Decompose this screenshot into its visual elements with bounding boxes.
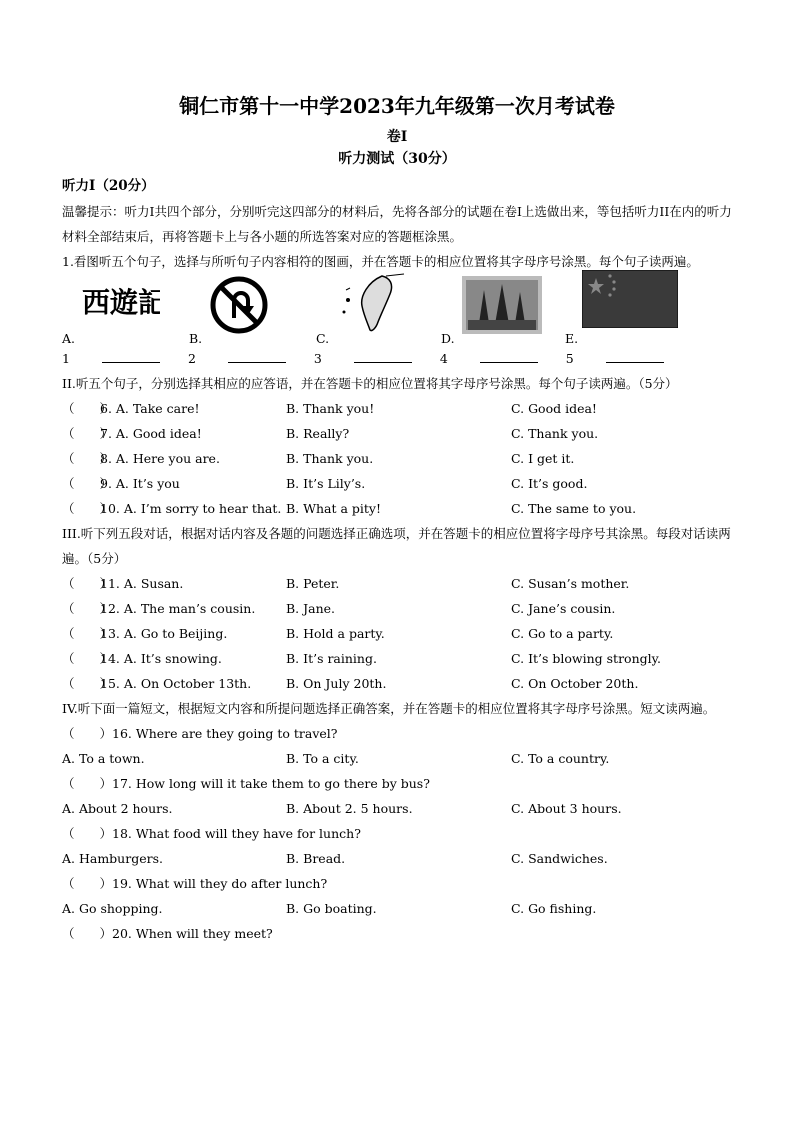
picture-b-label: B. [189,331,203,346]
option-a: A. Hamburgers. [62,851,163,866]
answer-paren[interactable]: （ ） [62,676,113,691]
option-c: C. It’s good. [511,476,588,491]
answer-paren[interactable]: （ ） [62,626,113,641]
option-c: C. To a country. [511,751,610,766]
volume-label: 卷I [386,129,408,145]
option-b: B. Really? [286,426,350,441]
option-a: 14. A. It’s snowing. [100,651,222,666]
section-title: 听力测试（30分） [338,151,456,167]
question-row [62,671,732,696]
blank-number: 3 [313,351,322,366]
part2-instruction: II.听五个句子，分别选择其相应的应答语，并在答题卡的相应位置将其字母序号涂黑。每个句子读两遍。（5分） [62,376,678,391]
blank-item[interactable] [188,346,286,371]
options-row [62,846,732,871]
option-c: C. About 3 hours. [511,801,622,816]
answer-paren[interactable]: （ ） [62,651,113,666]
option-a: 12. A. The man’s cousin. [100,601,256,616]
option-a: 11. A. Susan. [100,576,184,591]
picture-c-label: C. [316,331,330,346]
answer-paren[interactable]: （ ） [62,476,113,491]
option-b: B. Go boating. [286,901,377,916]
question-stem [62,871,732,896]
answer-paren[interactable]: （ ） [62,601,113,616]
question-text: （ ）18. What food will they have for lunch? [62,826,361,841]
question-text: （ ）17. How long will it take them to go there by bus? [62,776,430,791]
option-a: A. Go shopping. [62,901,163,916]
option-c: C. The same to you. [511,501,637,516]
option-a: 8. A. Here you are. [100,451,220,466]
option-c: C. On October 20th. [511,676,639,691]
option-c: C. Susan’s mother. [511,576,630,591]
option-c: C. Thank you. [511,426,599,441]
calligraphy-text: 西遊記 [82,286,160,319]
option-c: C. It’s blowing strongly. [511,651,661,666]
journey-to-the-west-calligraphy-icon [80,278,160,330]
option-b: B. Thank you! [286,401,375,416]
question-row [62,421,732,446]
blank-number: 5 [565,351,574,366]
part1-heading: 听力I（20分） [62,178,155,194]
question-stem [62,721,732,746]
option-b: B. It’s Lily’s. [286,476,366,491]
question-row [62,646,732,671]
no-u-turn-sign-icon [210,276,268,342]
option-b: B. Jane. [286,601,336,616]
question-text: （ ）20. When will they meet? [62,926,273,941]
question-row [62,396,732,421]
blank-number: 1 [62,351,70,366]
option-b: B. It’s raining. [286,651,377,666]
option-a: A. About 2 hours. [62,801,173,816]
blank-item[interactable] [62,346,160,371]
part1-tip: 温馨提示：听力I共四个部分，分别听完这四部分的材料后，先将各部分的试题在卷I上选做出来，等包括听力II在内的听力材料全部结束后，再将答题卡上与各小题的所选答案对应的答题框涂黑。 [62,204,732,244]
part1-instruction: 1.看图听五个句子，选择与所听句子内容相符的图画，并在答题卡的相应位置将其字母序号涂黑。每个句子读两遍。 [62,254,699,269]
part3-instruction: III.听下列五段对话，根据对话内容及各题的问题选择正确选项，并在答题卡的相应位置将字母序号其涂黑。每段对话读两遍。（5分） [62,526,731,566]
question-text: （ ）19. What will they do after lunch? [62,876,328,891]
answer-paren[interactable]: （ ） [62,401,113,416]
part3-questions [62,571,732,696]
option-c: C. Jane’s cousin. [511,601,616,616]
question-row [62,621,732,646]
picture-e-label: E. [565,331,579,346]
question-row [62,471,732,496]
option-a: A. To a town. [62,751,145,766]
option-c: C. Go to a party. [511,626,614,641]
picture-answer-blanks [62,346,732,371]
option-b: B. Peter. [286,576,340,591]
part2-questions [62,396,732,521]
option-a: 7. A. Good idea! [100,426,202,441]
question-row [62,496,732,521]
option-a: 13. A. Go to Beijing. [100,626,228,641]
flag-icon [582,270,678,336]
question-stem [62,821,732,846]
question-row [62,596,732,621]
option-a: 15. A. On October 13th. [100,676,252,691]
option-b: B. Thank you. [286,451,374,466]
taiwan-map-icon [338,272,410,344]
blank-item[interactable] [566,346,664,371]
option-b: B. To a city. [286,751,359,766]
answer-paren[interactable]: （ ） [62,451,113,466]
answer-paren[interactable]: （ ） [62,576,113,591]
option-a: 9. A. It’s you [100,476,180,491]
question-stem [62,771,732,796]
monument-photo-icon [462,276,542,342]
blank-number: 4 [439,351,448,366]
option-b: B. On July 20th. [286,676,387,691]
question-stem [62,921,732,946]
blank-number: 2 [187,351,196,366]
picture-row [62,276,732,346]
question-row [62,446,732,471]
part4-questions [62,721,732,946]
part4-instruction: IV.听下面一篇短文，根据短文内容和所提问题选择正确答案，并在答题卡的相应位置将其字母序号涂黑。短文读两遍。 [62,701,716,716]
picture-a-label: A. [62,331,76,346]
exam-page [62,92,732,946]
option-b: B. What a pity! [286,501,382,516]
option-b: B. About 2. 5 hours. [286,801,413,816]
answer-paren[interactable]: （ ） [62,426,113,441]
options-row [62,746,732,771]
option-c: C. I get it. [511,451,575,466]
options-row [62,896,732,921]
answer-paren[interactable]: （ ） [62,501,113,516]
question-text: （ ）16. Where are they going to travel? [62,726,338,741]
option-c: C. Good idea! [511,401,597,416]
option-b: B. Hold a party. [286,626,385,641]
option-a: 10. A. I’m sorry to hear that. [100,501,282,516]
question-row [62,571,732,596]
picture-d-label: D. [441,331,455,346]
option-c: C. Go fishing. [511,901,597,916]
options-row [62,796,732,821]
option-c: C. Sandwiches. [511,851,608,866]
option-a: 6. A. Take care! [100,401,200,416]
exam-title: 铜仁市第十一中学2023年九年级第一次月考试卷 [179,94,615,118]
option-b: B. Bread. [286,851,346,866]
